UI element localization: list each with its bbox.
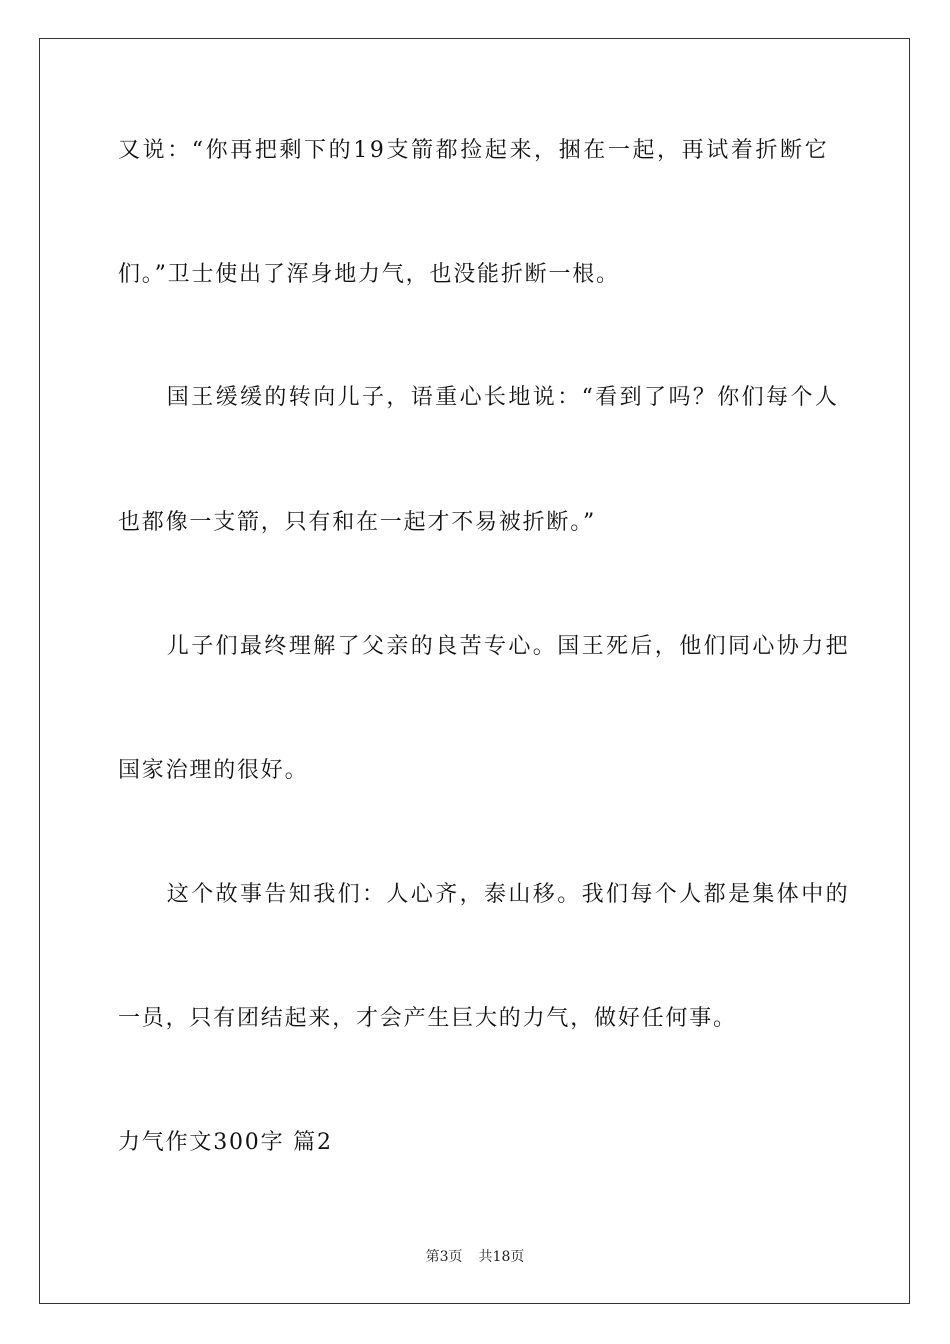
- page-number: 第3页: [425, 1249, 463, 1265]
- body-text-line: 一员，只有团结起来，才会产生巨大的力气，做好任何事。: [118, 1006, 737, 1031]
- body-text-line: 国家治理的很好。: [118, 758, 309, 783]
- body-text-line: 儿子们最终理解了父亲的良苦专心。国王死后，他们同心协力把: [118, 634, 851, 659]
- page-total: 共18页: [478, 1249, 525, 1265]
- body-text-line: 这个故事告知我们：人心齐，泰山移。我们每个人都是集体中的: [118, 882, 851, 907]
- page-border: [39, 38, 910, 1304]
- body-text-line: 也都像一支箭，只有和在一起才不易被折断。”: [118, 510, 597, 535]
- body-text-line: 们。”卫士使出了浑身地力气，也没能折断一根。: [118, 262, 620, 287]
- section-heading: 力气作文300字 篇2: [118, 1130, 333, 1155]
- body-text-line: 又说：“你再把剩下的19支箭都捡起来，捆在一起，再试着折断它: [118, 138, 830, 163]
- page-footer: [0, 1247, 950, 1267]
- body-text-line: 国王缓缓的转向儿子，语重心长地说：“看到了吗？你们每个人: [118, 385, 840, 410]
